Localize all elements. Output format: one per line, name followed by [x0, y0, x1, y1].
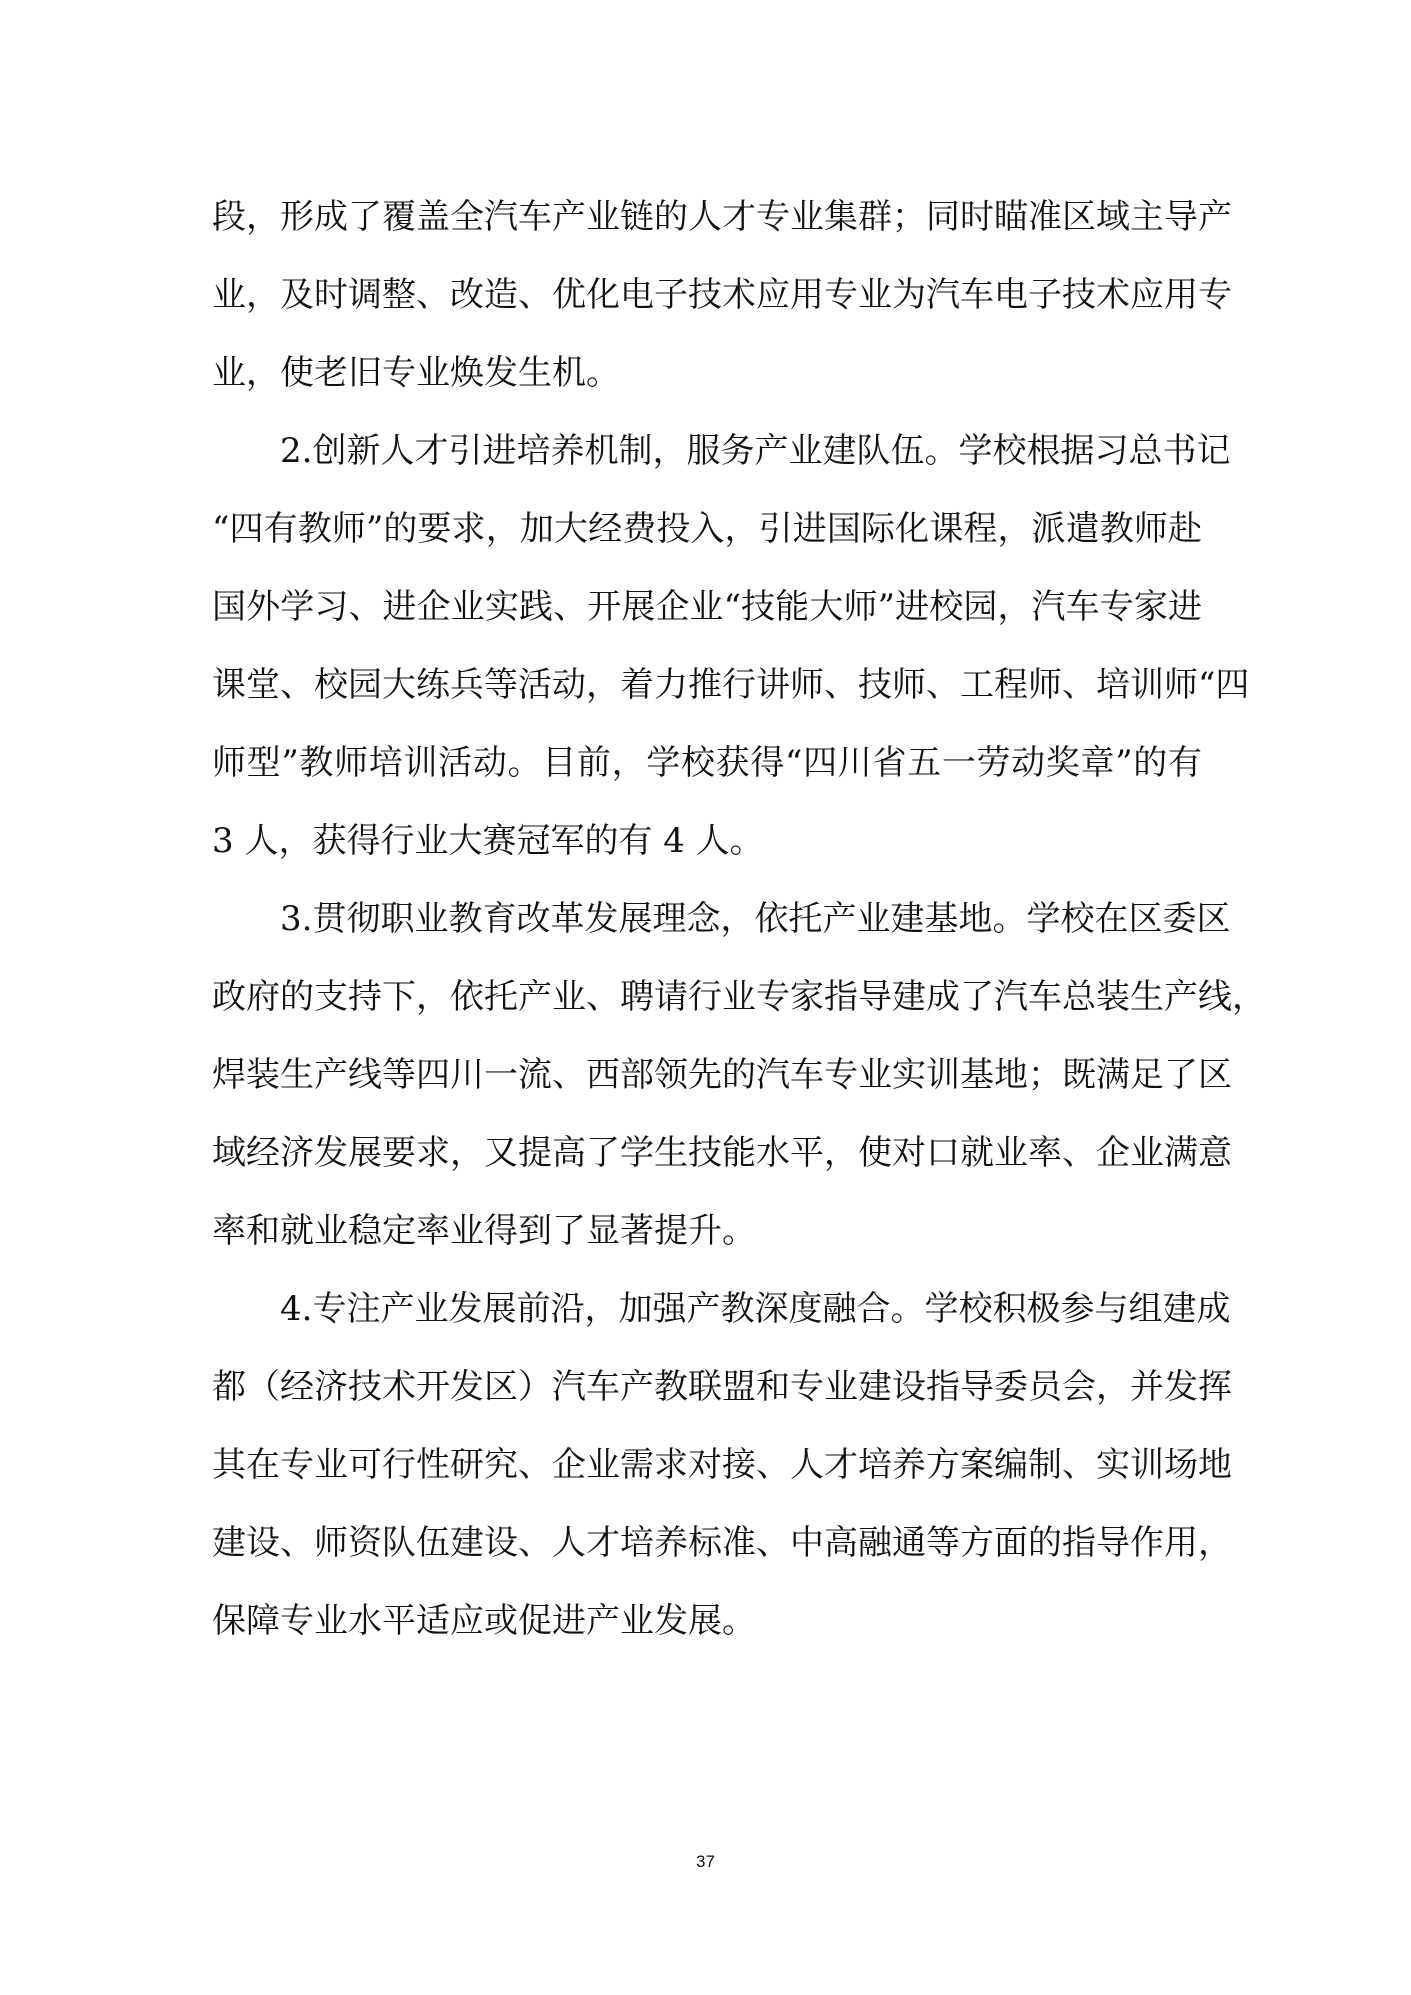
- text-line: 3 人，获得行业大赛冠军的有 4 人。: [212, 821, 764, 861]
- text-line: 率和就业稳定率业得到了显著提升。: [212, 1211, 756, 1251]
- text-line: 4.专注产业发展前沿，加强产教深度融合。学校积极参与组建成: [280, 1289, 1231, 1329]
- text-line: 域经济发展要求，又提高了学生技能水平，使对口就业率、企业满意: [212, 1133, 1232, 1173]
- text-line: 都（经济技术开发区）汽车产教联盟和专业建设指导委员会，并发挥: [212, 1367, 1232, 1407]
- text-line: 建设、师资队伍建设、人才培养标准、中高融通等方面的指导作用，: [212, 1523, 1232, 1563]
- text-line: 保障专业水平适应或促进产业发展。: [212, 1601, 756, 1641]
- text-line: 业，及时调整、改造、优化电子技术应用专业为汽车电子技术应用专: [212, 275, 1232, 315]
- text-line: 业，使老旧专业焕发生机。: [212, 353, 620, 393]
- text-line: 段，形成了覆盖全汽车产业链的人才专业集群；同时瞄准区域主导产: [212, 197, 1232, 237]
- body-text: [212, 178, 1266, 1660]
- paragraph-3: [212, 880, 1266, 1270]
- page-number: 37: [696, 1852, 715, 1871]
- paragraph-1: [212, 178, 1232, 412]
- text-line: 课堂、校园大练兵等活动，着力推行讲师、技师、工程师、培训师“四: [212, 665, 1250, 705]
- text-line: 师型”教师培训活动。目前，学校获得“四川省五一劳动奖章”的有: [212, 743, 1202, 783]
- text-line: 2.创新人才引进培养机制，服务产业建队伍。学校根据习总书记: [280, 431, 1231, 471]
- paragraph-2: [212, 412, 1250, 880]
- text-line: 3.贯彻职业教育改革发展理念，依托产业建基地。学校在区委区: [280, 899, 1231, 939]
- text-line: 国外学习、进企业实践、开展企业“技能大师”进校园，汽车专家进: [212, 587, 1202, 627]
- paragraph-4: [212, 1270, 1232, 1660]
- text-line: 政府的支持下，依托产业、聘请行业专家指导建成了汽车总装生产线，: [212, 977, 1266, 1017]
- text-line: 其在专业可行性研究、企业需求对接、人才培养方案编制、实训场地: [212, 1445, 1232, 1485]
- text-line: 焊装生产线等四川一流、西部领先的汽车专业实训基地；既满足了区: [212, 1055, 1232, 1095]
- text-line: “四有教师”的要求，加大经费投入，引进国际化课程，派遣教师赴: [212, 509, 1202, 549]
